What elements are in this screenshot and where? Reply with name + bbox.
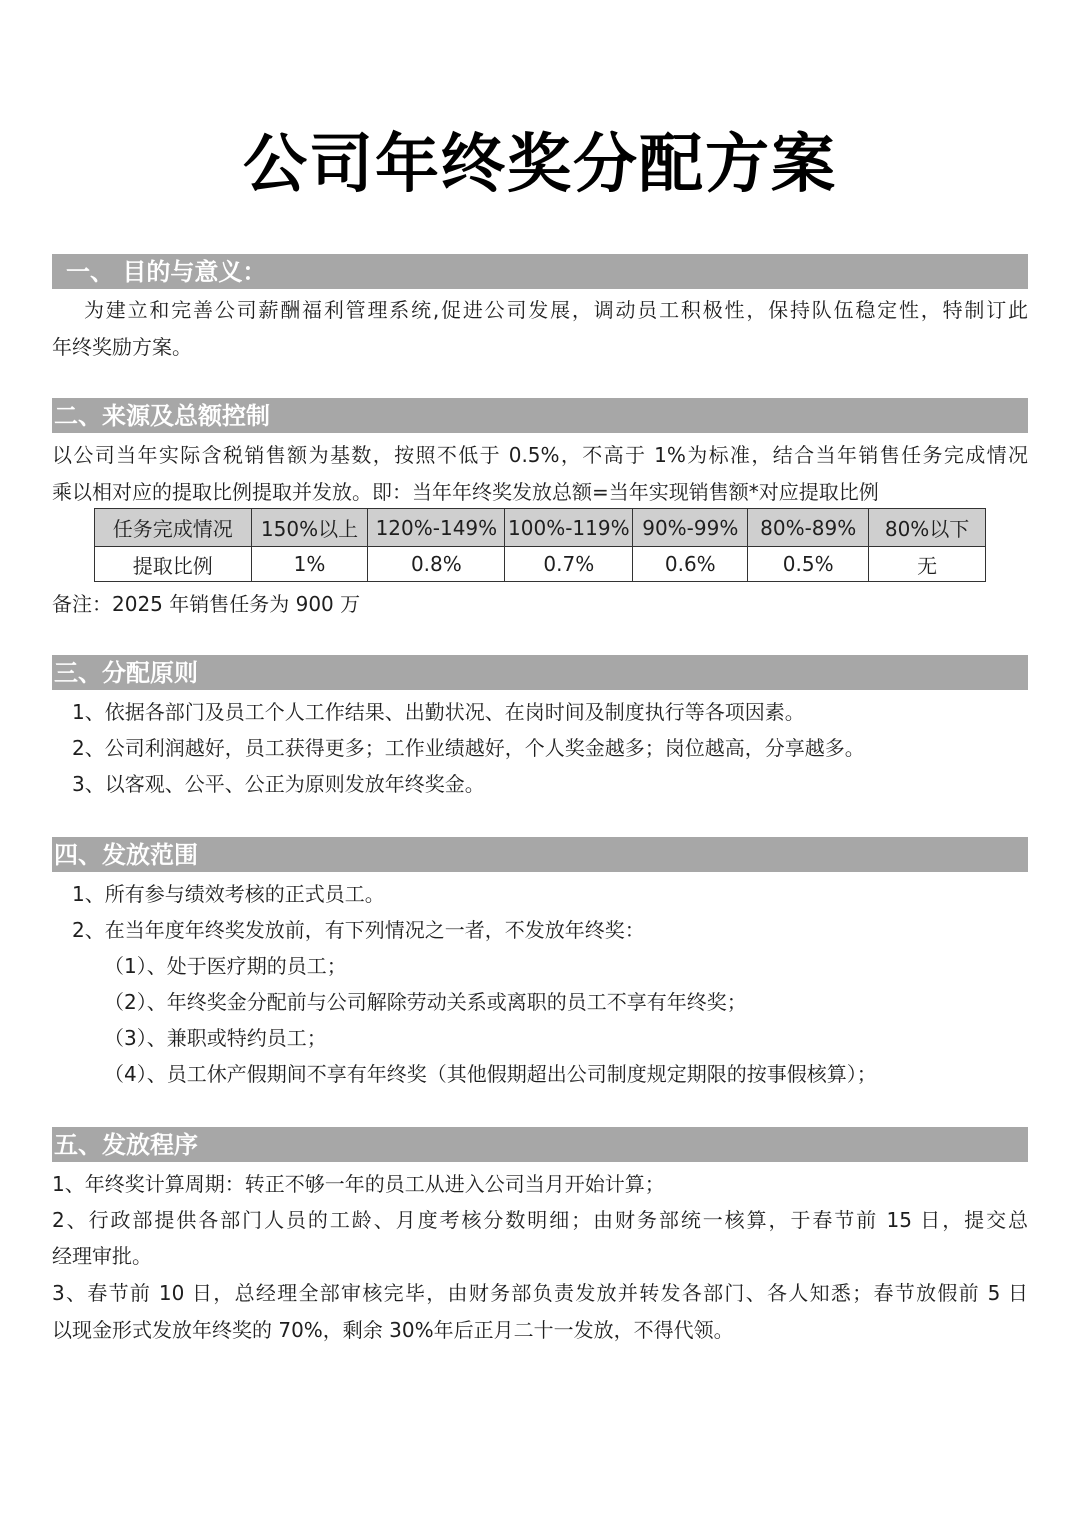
table-header-cell: 80%以下 [869,509,986,547]
paragraph-line: 2、行政部提供各部门人员的工龄、月度考核分数明细；由财务部统一核算，于春节前 15 日，提交总 [52,1208,1028,1232]
paragraph-line: 3、春节前 10 日，总经理全部审核完毕，由财务部负责发放并转发各部门、各人知悉；春节放假前 5 日 [52,1281,1028,1305]
table-cell: 提取比例 [95,547,252,582]
section-heading-procedure: 五、发放程序 [52,1127,1028,1162]
table-header-cell: 任务完成情况 [95,509,252,547]
table-header-cell: 90%-99% [633,509,748,547]
section-heading-scope: 四、发放范围 [52,837,1028,872]
table-cell: 0.8% [368,547,505,582]
list-item: 2、公司利润越好，员工获得更多；工作业绩越好，个人奖金越多；岗位越高，分享越多。 [72,736,865,760]
paragraph-line: 为建立和完善公司薪酬福利管理系统,促进公司发展，调动员工积极性，保持队伍稳定性，特制订此 [84,298,1028,322]
section-heading-purpose: 一、 目的与意义： [52,254,1028,289]
table-cell: 0.5% [748,547,869,582]
document-title: 公司年终奖分配方案 [243,128,837,202]
sub-list-item: （1）、处于医疗期的员工； [104,954,347,978]
list-item: 1、所有参与绩效考核的正式员工。 [72,882,385,906]
section-heading-principles: 三、分配原则 [52,655,1028,690]
paragraph-line: 经理审批。 [52,1244,152,1268]
list-item: 1、依据各部门及员工个人工作结果、出勤状况、在岗时间及制度执行等各项因素。 [72,700,805,724]
table-cell: 1% [251,547,368,582]
table-cell: 无 [869,547,986,582]
paragraph-line: 年终奖励方案。 [52,335,192,359]
table-header-cell: 120%-149% [368,509,505,547]
table-header-cell: 100%-119% [505,509,633,547]
sub-list-item: （3）、兼职或特约员工； [104,1026,327,1050]
paragraph-line: 1、年终奖计算周期：转正不够一年的员工从进入公司当月开始计算； [52,1172,665,1196]
sub-list-item: （4）、员工休产假期间不享有年终奖（其他假期超出公司制度规定期限的按事假核算）； [104,1062,877,1086]
paragraph-line: 以公司当年实际含税销售额为基数，按照不低于 0.5%，不高于 1%为标准，结合当年销售任务完成情况 [52,443,1028,467]
sub-list-item: （2）、年终奖金分配前与公司解除劳动关系或离职的员工不享有年终奖； [104,990,747,1014]
table-row [95,547,986,582]
table-header-row [95,509,986,547]
table-cell: 0.7% [505,547,633,582]
list-item: 3、以客观、公平、公正为原则发放年终奖金。 [72,772,485,796]
table-note: 备注：2025 年销售任务为 900 万 [52,592,361,616]
ratio-table [94,508,986,582]
list-item: 2、在当年度年终奖发放前，有下列情况之一者，不发放年终奖： [72,918,645,942]
table-cell: 0.6% [633,547,748,582]
table-header-cell: 80%-89% [748,509,869,547]
paragraph-line: 乘以相对应的提取比例提取并发放。即：当年年终奖发放总额=当年实现销售额*对应提取比例 [52,480,879,504]
table-header-cell: 150%以上 [251,509,368,547]
paragraph-line: 以现金形式发放年终奖的 70%，剩余 30%年后正月二十一发放，不得代领。 [52,1318,734,1342]
section-heading-source: 二、来源及总额控制 [52,398,1028,433]
